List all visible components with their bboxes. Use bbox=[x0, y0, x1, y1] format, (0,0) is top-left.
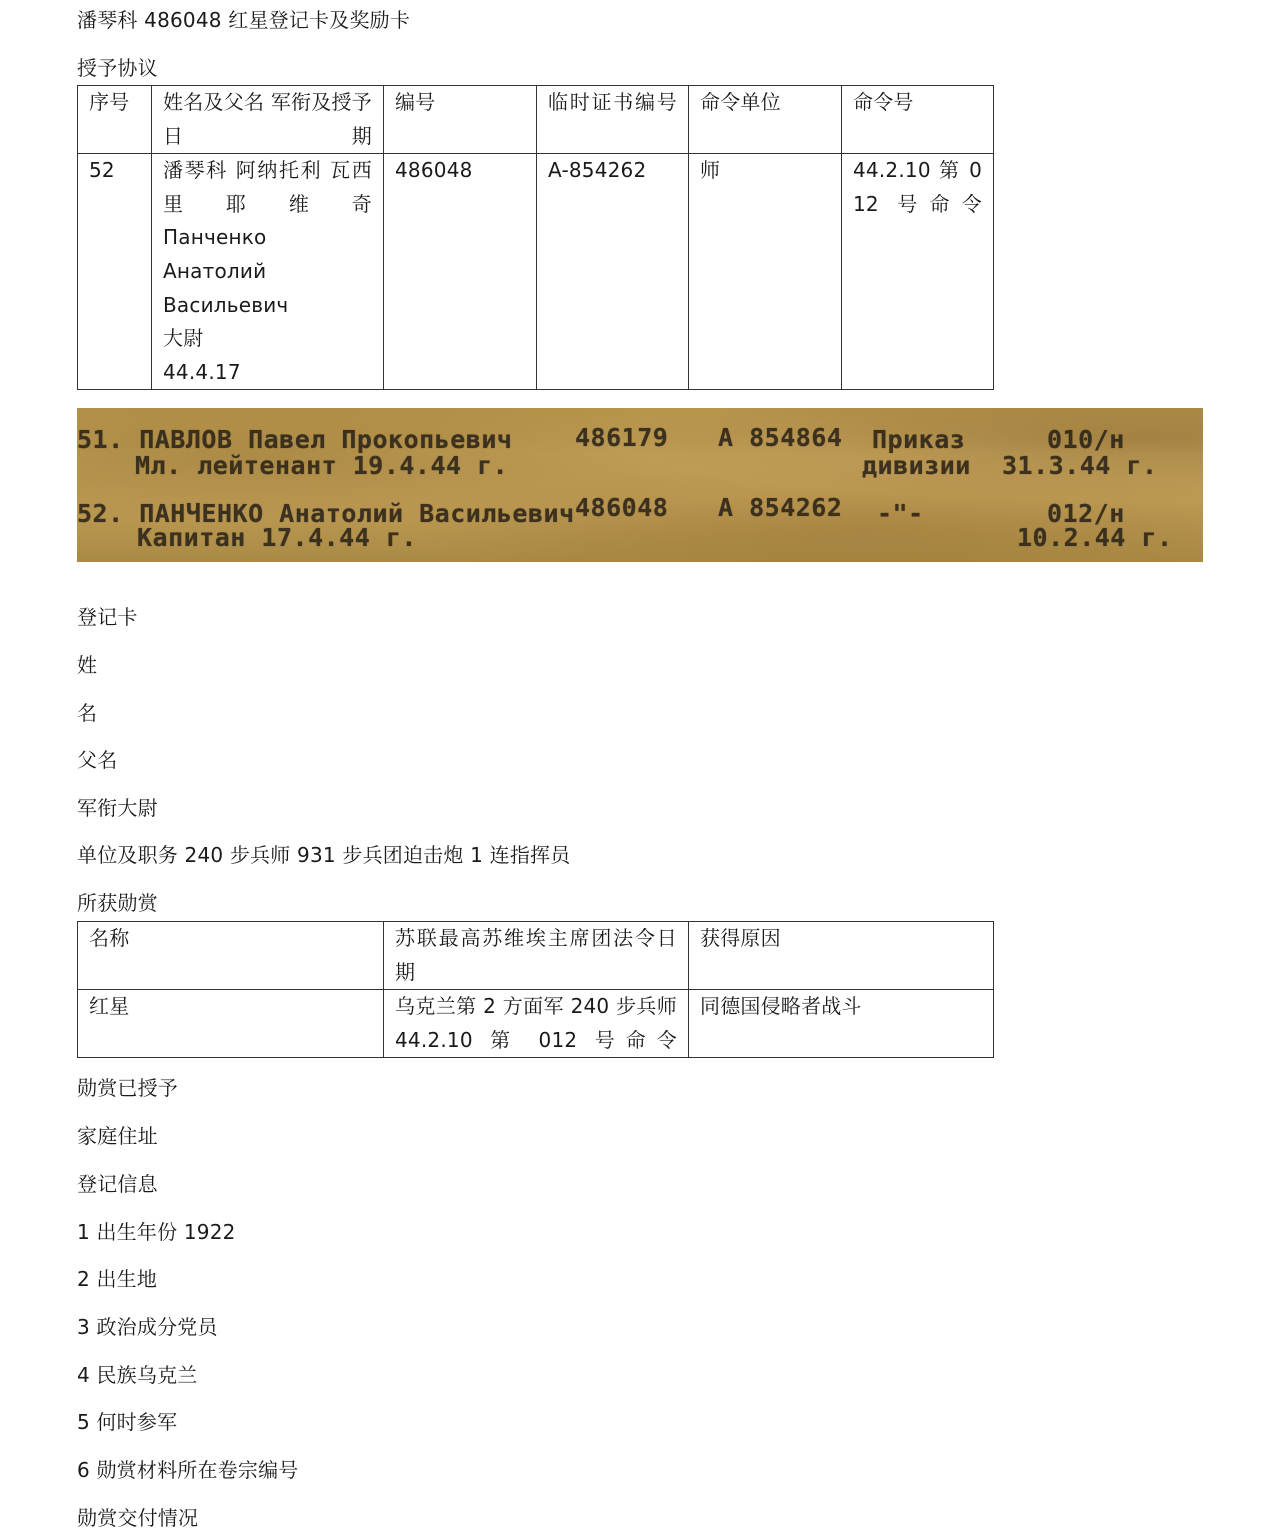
award-agreement-heading: 授予协议 bbox=[77, 56, 158, 80]
header-name-rank-date: 姓名及父名 军衔及授予日期 bbox=[152, 86, 384, 154]
name-chinese: 潘琴科 阿纳托利 瓦西里耶维奇 bbox=[163, 158, 372, 216]
scan-line-2-order-number: 012/н bbox=[1047, 499, 1125, 528]
enlistment-line: 5 何时参军 bbox=[77, 1410, 178, 1434]
header-reason: 获得原因 bbox=[689, 922, 994, 990]
registration-card-heading: 登记卡 bbox=[77, 605, 138, 629]
given-name-label: 名 bbox=[77, 701, 98, 725]
birthplace-line: 2 出生地 bbox=[77, 1267, 158, 1291]
scan-line-2-rank: Капитан 17.4.44 г. bbox=[137, 523, 417, 552]
document-title: 潘琴科 486048 红星登记卡及奖励卡 bbox=[77, 8, 411, 32]
awards-heading: 所获勋赏 bbox=[77, 891, 158, 915]
given-name-russian: Анатолий bbox=[163, 258, 267, 283]
cell-number: 486048 bbox=[384, 154, 537, 390]
header-seq: 序号 bbox=[78, 86, 152, 154]
scan-line-2-certificate: А 854262 bbox=[718, 493, 843, 522]
political-status-line: 3 政治成分党员 bbox=[77, 1315, 218, 1339]
cell-reason: 同德国侵略者战斗 bbox=[689, 990, 994, 1058]
header-order-number: 命令号 bbox=[842, 86, 994, 154]
home-address-line: 家庭住址 bbox=[77, 1124, 158, 1148]
cell-order-number: 44.2.10 第 012 号命令 bbox=[842, 154, 994, 390]
scan-line-2-number: 486048 bbox=[575, 493, 669, 522]
table-header-row bbox=[78, 922, 994, 990]
scan-line-2-date: 10.2.44 г. bbox=[1017, 523, 1173, 552]
scan-line-1-name: 51. ПАВЛОВ Павел Прокопьевич bbox=[77, 425, 513, 454]
rank-line: 军衔大尉 bbox=[77, 796, 158, 820]
cell-certificate: A-854262 bbox=[537, 154, 689, 390]
surname-russian: Панченко bbox=[163, 225, 267, 250]
cell-seq: 52 bbox=[78, 154, 152, 390]
cell-decree: 乌克兰第 2 方面军 240 步兵师 44.2.10 第 012 号命令 bbox=[384, 990, 689, 1058]
registration-info-heading: 登记信息 bbox=[77, 1172, 158, 1196]
table-row bbox=[78, 990, 994, 1058]
surname-label: 姓 bbox=[77, 653, 98, 677]
awards-table bbox=[77, 921, 994, 1058]
rank: 大尉 bbox=[163, 326, 204, 351]
cell-order-unit: 师 bbox=[689, 154, 842, 390]
unit-position-line: 单位及职务 240 步兵师 931 步兵团迫击炮 1 连指挥员 bbox=[77, 843, 571, 867]
table-row bbox=[78, 154, 994, 390]
header-decree-date: 苏联最高苏维埃主席团法令日期 bbox=[384, 922, 689, 990]
scan-line-1-date: 31.3.44 г. bbox=[1002, 451, 1158, 480]
table-header-row bbox=[78, 86, 994, 154]
header-number: 编号 bbox=[384, 86, 537, 154]
scan-line-1-number: 486179 bbox=[575, 423, 669, 452]
scan-line-1-certificate: А 854864 bbox=[718, 423, 843, 452]
archive-number-line: 6 勋赏材料所在卷宗编号 bbox=[77, 1458, 299, 1482]
patronymic-russian: Васильевич bbox=[163, 292, 289, 317]
cell-award-name: 红星 bbox=[78, 990, 384, 1058]
scan-line-2-name: 52. ПАНЧЕНКО Анатолий Васильевич bbox=[77, 499, 575, 528]
scan-line-1-order: Приказ bbox=[872, 425, 966, 454]
birth-year-line: 1 出生年份 1922 bbox=[77, 1220, 236, 1244]
cell-name-rank-date bbox=[152, 154, 384, 390]
scan-line-1-order-number: 010/н bbox=[1047, 425, 1125, 454]
ethnicity-line: 4 民族乌克兰 bbox=[77, 1363, 198, 1387]
header-certificate: 临时证书编号 bbox=[537, 86, 689, 154]
delivery-status-line: 勋赏交付情况 bbox=[77, 1506, 199, 1530]
header-order-unit: 命令单位 bbox=[689, 86, 842, 154]
award-agreement-table bbox=[77, 85, 994, 390]
header-award-name: 名称 bbox=[78, 922, 384, 990]
award-granted-line: 勋赏已授予 bbox=[77, 1076, 178, 1100]
scan-line-2-ditto: -"- bbox=[877, 499, 924, 528]
scan-line-1-unit: дивизии bbox=[862, 451, 971, 480]
patronymic-label: 父名 bbox=[77, 748, 118, 772]
rank-date: 44.4.17 bbox=[163, 359, 241, 384]
scan-line-1-rank: Мл. лейтенант 19.4.44 г. bbox=[135, 451, 509, 480]
archival-scan-image bbox=[77, 408, 1203, 562]
